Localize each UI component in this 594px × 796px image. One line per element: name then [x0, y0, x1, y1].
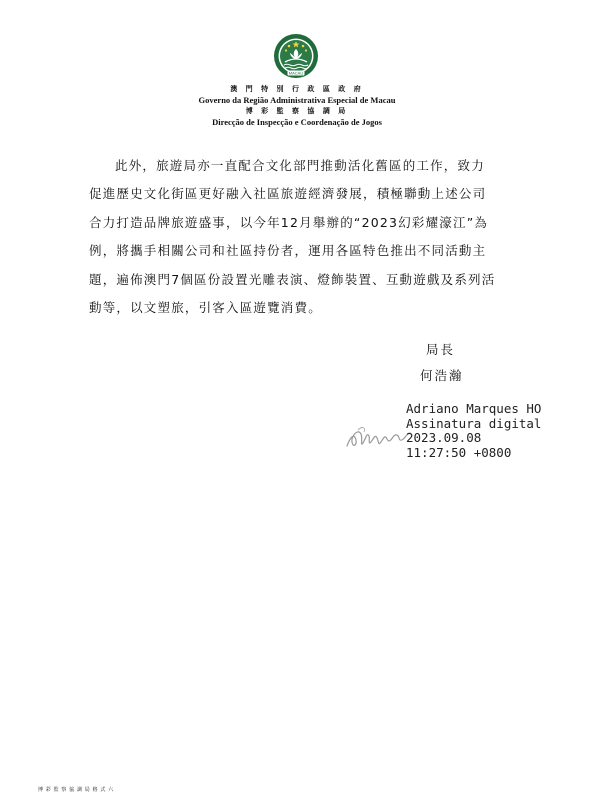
- body-line: 動等，以文塑旅，引客入區遊覽消費。: [89, 300, 322, 316]
- handwritten-signature: [344, 418, 414, 456]
- macau-sar-emblem-icon: [272, 32, 320, 80]
- letter-body-paragraph: [89, 152, 511, 322]
- emblem-label: MACAU: [288, 70, 304, 76]
- body-line: 此外，旅遊局亦一直配合文化部門推動活化舊區的工作，致力: [115, 158, 485, 173]
- digital-signature-label: Assinatura digital: [406, 415, 542, 431]
- body-line: 促進歷史文化街區更好融入社區旅遊經濟發展，積極聯動上述公司: [89, 186, 487, 202]
- letterhead: [0, 84, 594, 128]
- signatory-title: 局長: [426, 342, 456, 357]
- digital-signature-date: 2023.09.08: [406, 430, 482, 446]
- government-name-chinese: 澳 門 特 別 行 政 區 政 府: [230, 85, 364, 93]
- government-name-portuguese: Governo da Região Administrativa Especial de Macau: [198, 95, 396, 105]
- digital-signature-block: [406, 402, 541, 460]
- department-name-chinese: 博 彩 監 察 協 調 局: [245, 107, 349, 115]
- body-line: 例，將攜手相關公司和社區持份者，運用各區特色推出不同活動主: [89, 243, 487, 259]
- digital-signature-signer: Adriano Marques HO: [406, 401, 542, 416]
- form-footer: 博 彩 監 察 協 調 局 格 式 六: [38, 787, 114, 793]
- signatory-name: 何浩瀚: [420, 368, 464, 383]
- digital-signature-time: 11:27:50 +0800: [406, 444, 512, 460]
- body-line: 合力打造品牌旅遊盛事，以今年12月舉辦的“2023幻彩耀濠江”為: [89, 214, 489, 230]
- department-name-portuguese: Direcção de Inspecção e Coordenação de Jogos: [212, 117, 382, 127]
- body-line: 題，遍佈澳門7個區份設置光雕表演、燈飾裝置、互動遊戲及系列活: [89, 271, 496, 287]
